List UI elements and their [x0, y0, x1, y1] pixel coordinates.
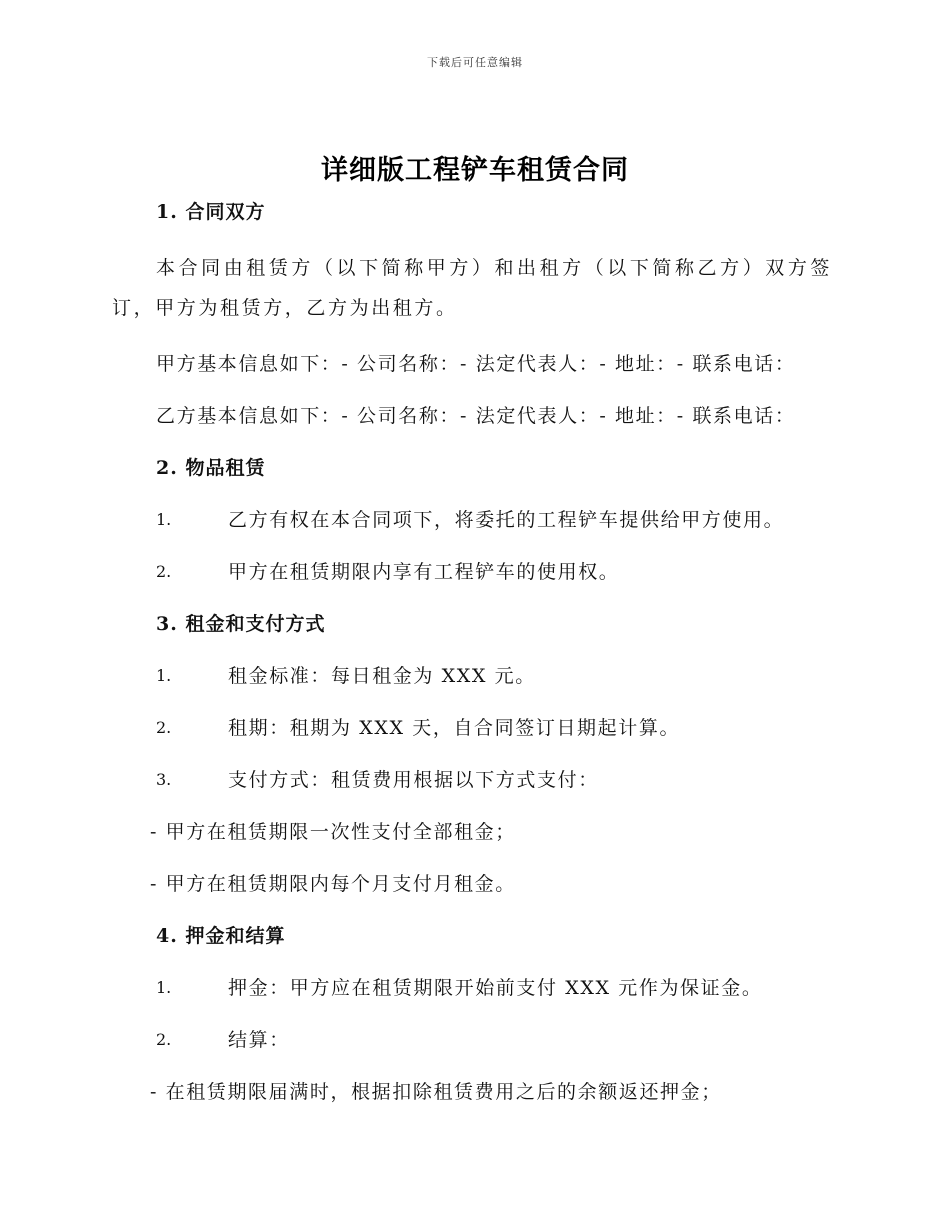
settlement-bullet: - 在租赁期限届满时，根据扣除租赁费用之后的余额返还押金；: [150, 1081, 722, 1103]
list-item: [112, 504, 832, 536]
list-item-number: 2.: [156, 718, 172, 737]
list-item: [112, 660, 832, 692]
list-item-text: 押金：甲方应在租赁期限开始前支付 XXX 元作为保证金。: [228, 977, 763, 999]
header-note: 下载后可任意编辑: [427, 56, 523, 69]
party-b-info: 乙方基本信息如下：- 公司名称：- 法定代表人：- 地址：- 联系电话：: [156, 405, 796, 427]
list-item-text: 乙方有权在本合同项下，将委托的工程铲车提供给甲方使用。: [228, 509, 785, 531]
section-heading-deposit-settlement: 4. 押金和结算: [156, 925, 286, 947]
payment-option-bullet: - 甲方在租赁期限内每个月支付月租金。: [150, 873, 516, 895]
list-item-text: 租金标准：每日租金为 XXX 元。: [228, 665, 536, 687]
section-heading-parties: 1. 合同双方: [156, 201, 266, 223]
list-item-number: 1.: [156, 510, 172, 529]
section-heading-rent-payment: 3. 租金和支付方式: [156, 613, 326, 635]
list-item-number: 1.: [156, 666, 172, 685]
list-item-text: 租期：租期为 XXX 天，自合同签订日期起计算。: [228, 717, 681, 739]
list-item-text: 支付方式：租赁费用根据以下方式支付：: [228, 769, 599, 791]
payment-option-bullet: - 甲方在租赁期限一次性支付全部租金；: [150, 821, 516, 843]
document-body: [112, 196, 832, 1108]
list-item: [112, 556, 832, 588]
list-item-number: 2.: [156, 1030, 172, 1049]
list-item-number: 1.: [156, 978, 172, 997]
list-item-number: 3.: [156, 770, 172, 789]
list-item-number: 2.: [156, 562, 172, 581]
list-item: [112, 1024, 832, 1056]
list-item: [112, 712, 832, 744]
list-item: [112, 972, 832, 1004]
document-title: 详细版工程铲车租赁合同: [321, 155, 629, 186]
list-item-text: 结算：: [228, 1029, 290, 1051]
list-item-text: 甲方在租赁期限内享有工程铲车的使用权。: [228, 561, 620, 583]
parties-intro-paragraph: 本合同由租赁方（以下简称甲方）和出租方（以下简称乙方）双方签订，甲方为租赁方，乙方为出租方。: [112, 257, 832, 319]
section-heading-rental-items: 2. 物品租赁: [156, 457, 266, 479]
party-a-info: 甲方基本信息如下：- 公司名称：- 法定代表人：- 地址：- 联系电话：: [156, 353, 796, 375]
list-item: [112, 764, 832, 796]
